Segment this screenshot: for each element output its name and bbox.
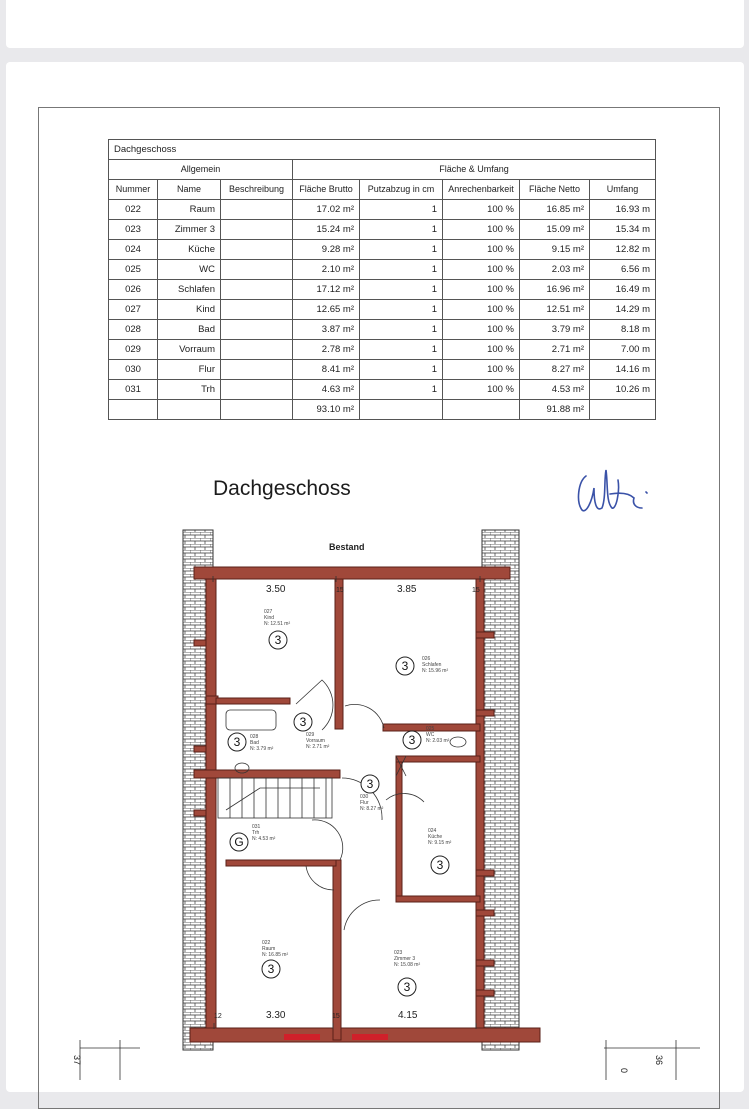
cell-umfang: 8.18 m [590, 320, 656, 340]
cell-putz: 1 [360, 380, 443, 400]
cell-name: Zimmer 3 [158, 220, 221, 240]
room-num: 031 [252, 824, 261, 830]
room-area: N: 12.51 m² [264, 621, 291, 627]
cell-netto: 12.51 m² [520, 300, 590, 320]
room-area: N: 16.85 m² [262, 952, 289, 958]
room-num: 030 [360, 794, 369, 800]
cell-beschreibung [221, 320, 293, 340]
cell-beschreibung [221, 360, 293, 380]
cell-brutto: 2.78 m² [293, 340, 360, 360]
cell-netto: 9.15 m² [520, 240, 590, 260]
cell-brutto: 9.28 m² [293, 240, 360, 260]
table-row [109, 300, 656, 320]
room-num: 022 [262, 940, 271, 946]
side-dim-right: 36 [654, 1055, 664, 1066]
cell-nummer: 028 [109, 320, 158, 340]
right-brick-wall [482, 530, 519, 1050]
cell-nummer: 031 [109, 380, 158, 400]
totals-row [109, 400, 656, 420]
room-badge: 3 [267, 962, 275, 976]
cell-netto: 8.27 m² [520, 360, 590, 380]
cell-anrechen: 100 % [443, 340, 520, 360]
table-title-row [109, 140, 656, 160]
cell-beschreibung [221, 220, 293, 240]
previous-page-card [6, 0, 744, 48]
room-area: N: 2.71 m² [306, 744, 330, 750]
room-label-kind [264, 609, 290, 649]
column-header-row [109, 180, 656, 200]
cell-putz: 1 [360, 340, 443, 360]
bathtub [226, 710, 276, 730]
room-area: N: 8.27 m² [360, 806, 384, 812]
cell-name: Kind [158, 300, 221, 320]
cell-anrechen: 100 % [443, 200, 520, 220]
room-name: Zimmer 3 [394, 956, 416, 962]
room-name: Küche [428, 834, 443, 840]
room-label-kueche [428, 828, 452, 874]
column-header: Beschreibung [221, 180, 293, 200]
cell-putz: 1 [360, 200, 443, 220]
floor-plan [0, 520, 749, 1080]
room-label-vorraum [294, 713, 330, 750]
cell-beschreibung [221, 260, 293, 280]
cell-nummer: 023 [109, 220, 158, 240]
cell-nummer: 022 [109, 200, 158, 220]
room-badge: 3 [408, 733, 416, 747]
room-badge: 3 [436, 858, 444, 872]
cell-putz: 1 [360, 300, 443, 320]
cell-name: Bad [158, 320, 221, 340]
room-area: N: 4.53 m² [252, 836, 276, 842]
cell-umfang: 12.82 m [590, 240, 656, 260]
room-area: N: 15.08 m² [394, 962, 421, 968]
column-header: Anrechenbarkeit [443, 180, 520, 200]
dim-bottom-left: 3.30 [266, 1010, 286, 1021]
room-num: 029 [306, 732, 315, 738]
total-netto: 91.88 m² [520, 400, 590, 420]
room-badge: 3 [401, 659, 409, 673]
cell-name: Schlafen [158, 280, 221, 300]
cell-name: Raum [158, 200, 221, 220]
cell-putz: 1 [360, 280, 443, 300]
room-label-raum [262, 940, 288, 978]
cell-nummer: 024 [109, 240, 158, 260]
cell-putz: 1 [360, 240, 443, 260]
cell-nummer: 026 [109, 280, 158, 300]
table-row [109, 240, 656, 260]
cell-netto: 16.85 m² [520, 200, 590, 220]
signature [572, 458, 652, 522]
column-header: Fläche Netto [520, 180, 590, 200]
room-name: Kind [264, 615, 275, 621]
cell-umfang: 14.16 m [590, 360, 656, 380]
room-area: N: 2.03 m² [426, 738, 450, 744]
window-marker [352, 1034, 388, 1040]
cell-umfang: 7.00 m [590, 340, 656, 360]
room-name: Vorraum [306, 738, 325, 744]
room-area: N: 3.79 m² [250, 746, 274, 752]
cell-beschreibung [221, 380, 293, 400]
cell-putz: 1 [360, 220, 443, 240]
dim-bottom-right: 4.15 [398, 1010, 418, 1021]
window-marker [284, 1034, 320, 1040]
bestand-label: Bestand [329, 542, 365, 552]
room-name: WC [426, 732, 435, 738]
cell-brutto: 17.12 m² [293, 280, 360, 300]
cell-netto: 2.03 m² [520, 260, 590, 280]
cell-anrechen: 100 % [443, 240, 520, 260]
room-schedule-table [108, 139, 656, 420]
cell-netto: 2.71 m² [520, 340, 590, 360]
cell-beschreibung [221, 240, 293, 260]
dim-mark: 15 [332, 1013, 340, 1020]
cell-umfang: 15.34 m [590, 220, 656, 240]
cell-nummer: 025 [109, 260, 158, 280]
cell-umfang: 6.56 m [590, 260, 656, 280]
column-header: Nummer [109, 180, 158, 200]
cell-name: Trh [158, 380, 221, 400]
room-badge: 3 [366, 777, 374, 791]
toilet [450, 737, 466, 747]
table-row [109, 280, 656, 300]
side-dims [80, 1040, 700, 1080]
cell-netto: 16.96 m² [520, 280, 590, 300]
dim-top-right: 3.85 [397, 584, 417, 595]
group-header-row [109, 160, 656, 180]
room-name: Trh [252, 830, 260, 836]
cell-anrechen: 100 % [443, 380, 520, 400]
column-header: Umfang [590, 180, 656, 200]
cell-umfang: 16.93 m [590, 200, 656, 220]
cell-name: WC [158, 260, 221, 280]
room-name: Schlafen [422, 662, 442, 668]
table-row [109, 340, 656, 360]
cell-anrechen: 100 % [443, 320, 520, 340]
cell-brutto: 4.63 m² [293, 380, 360, 400]
cell-anrechen: 100 % [443, 220, 520, 240]
room-name: Flur [360, 800, 369, 806]
table-row [109, 260, 656, 280]
room-area: N: 15.96 m² [422, 668, 449, 674]
cell-nummer: 027 [109, 300, 158, 320]
cell-brutto: 3.87 m² [293, 320, 360, 340]
room-area: N: 9.15 m² [428, 840, 452, 846]
cell-netto: 15.09 m² [520, 220, 590, 240]
cell-brutto: 17.02 m² [293, 200, 360, 220]
total-brutto: 93.10 m² [293, 400, 360, 420]
room-name: Raum [262, 946, 276, 952]
cell-brutto: 15.24 m² [293, 220, 360, 240]
cell-name: Küche [158, 240, 221, 260]
cell-anrechen: 100 % [443, 280, 520, 300]
cell-putz: 1 [360, 320, 443, 340]
cell-anrechen: 100 % [443, 260, 520, 280]
dim-mark: 15 [472, 587, 480, 594]
cell-netto: 3.79 m² [520, 320, 590, 340]
cell-brutto: 8.41 m² [293, 360, 360, 380]
column-header: Fläche Brutto [293, 180, 360, 200]
cell-nummer: 029 [109, 340, 158, 360]
stairs [218, 778, 332, 818]
cell-putz: 1 [360, 260, 443, 280]
cell-brutto: 2.10 m² [293, 260, 360, 280]
table-row [109, 320, 656, 340]
cell-umfang: 14.29 m [590, 300, 656, 320]
cell-umfang: 10.26 m [590, 380, 656, 400]
room-badge: 3 [299, 715, 307, 729]
room-label-bad [228, 733, 274, 752]
table-row [109, 200, 656, 220]
group-header-area: Fläche & Umfang [293, 160, 656, 180]
room-num: 027 [264, 609, 273, 615]
table-row [109, 220, 656, 240]
table-row [109, 360, 656, 380]
room-label-trh [230, 824, 276, 851]
table-row [109, 380, 656, 400]
column-header: Name [158, 180, 221, 200]
cell-name: Flur [158, 360, 221, 380]
cell-beschreibung [221, 200, 293, 220]
dim-mark: 15 [336, 587, 344, 594]
cell-name: Vorraum [158, 340, 221, 360]
cell-brutto: 12.65 m² [293, 300, 360, 320]
cell-netto: 4.53 m² [520, 380, 590, 400]
cell-anrechen: 100 % [443, 300, 520, 320]
room-num: 024 [428, 828, 437, 834]
column-header: Putzabzug in cm [360, 180, 443, 200]
room-badge: G [234, 835, 244, 849]
side-dim-edge: 0 [619, 1068, 629, 1074]
room-badge: 3 [274, 633, 282, 647]
floor-heading: Dachgeschoss [213, 477, 351, 500]
room-label-schlafen [396, 656, 448, 675]
room-num: 028 [250, 734, 259, 740]
room-num: 023 [394, 950, 403, 956]
cell-nummer: 030 [109, 360, 158, 380]
cell-putz: 1 [360, 360, 443, 380]
cell-anrechen: 100 % [443, 360, 520, 380]
room-badge: 3 [233, 735, 241, 749]
cell-beschreibung [221, 340, 293, 360]
cell-beschreibung [221, 300, 293, 320]
dim-top-left: 3.50 [266, 584, 286, 595]
cell-umfang: 16.49 m [590, 280, 656, 300]
group-header-general: Allgemein [109, 160, 293, 180]
room-badge: 3 [403, 980, 411, 994]
room-label-zimmer3 [394, 950, 420, 996]
room-num: 025 [426, 726, 435, 732]
cell-beschreibung [221, 280, 293, 300]
side-dim-left: 37 [72, 1055, 82, 1066]
dim-mark: 12 [214, 1013, 222, 1020]
room-name: Bad [250, 740, 259, 746]
room-label-flur [360, 775, 384, 812]
room-num: 026 [422, 656, 431, 662]
table-title: Dachgeschoss [109, 140, 656, 160]
